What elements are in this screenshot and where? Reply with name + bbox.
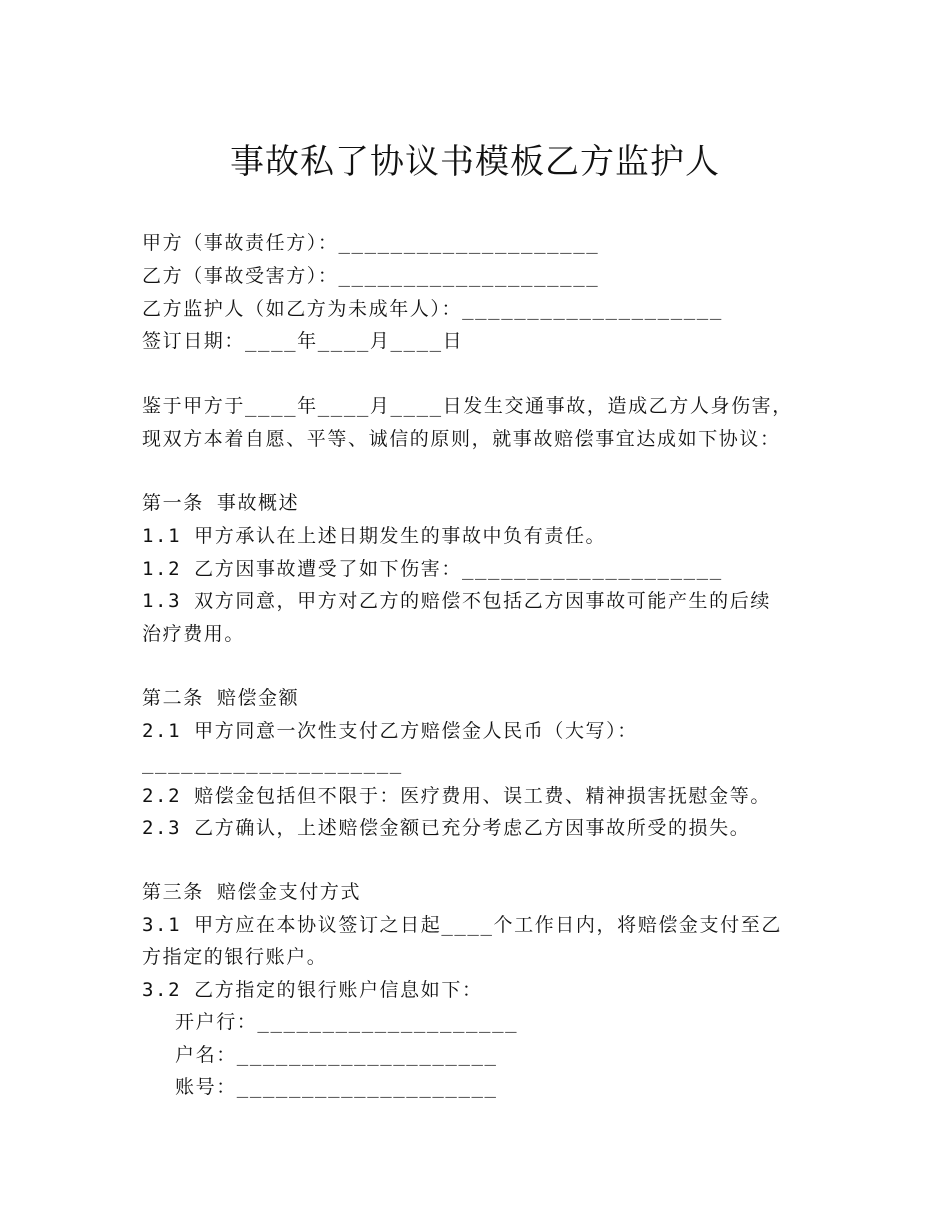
clause-2-1-blank: ____________________: [142, 752, 403, 774]
clause-2-3: 2.3 乙方确认，上述赔偿金额已充分考虑乙方因事故所受的损失。: [142, 817, 751, 839]
clause-1-3-line-1: 1.3 双方同意，甲方对乙方的赔偿不包括乙方因事故可能产生的后续: [142, 590, 771, 612]
party-a-line: 甲方（事故责任方）：____________________: [142, 232, 600, 254]
clause-1-2: 1.2 乙方因事故遭受了如下伤害：____________________: [142, 558, 723, 580]
clause-3-1-line-1: 3.1 甲方应在本协议签订之日起____个工作日内，将赔偿金支付至乙: [142, 914, 782, 936]
document-title: 事故私了协议书模板乙方监护人: [230, 142, 720, 182]
party-b-line: 乙方（事故受害方）：____________________: [142, 265, 600, 287]
clause-3-2: 3.2 乙方指定的银行账户信息如下：: [142, 979, 483, 1001]
preamble-line-1: 鉴于甲方于____年____月____日发生交通事故，造成乙方人身伤害，: [142, 395, 793, 417]
article-2-heading: 第二条 赔偿金额: [142, 687, 300, 709]
clause-3-1-line-2: 方指定的银行账户。: [142, 946, 328, 968]
preamble-line-2: 现双方本着自愿、平等、诚信的原则，就事故赔偿事宜达成如下协议：: [142, 428, 781, 450]
account-number-field: 账号：____________________: [175, 1076, 498, 1098]
guardian-line: 乙方监护人（如乙方为未成年人）：____________________: [142, 298, 723, 320]
article-1-heading: 第一条 事故概述: [142, 492, 300, 514]
clause-2-1-line-1: 2.1 甲方同意一次性支付乙方赔偿金人民币（大写）：: [142, 720, 638, 742]
clause-1-1: 1.1 甲方承认在上述日期发生的事故中负有责任。: [142, 525, 607, 547]
clause-1-3-line-2: 治疗费用。: [142, 623, 246, 645]
clause-2-2: 2.2 赔偿金包括但不限于：医疗费用、误工费、精神损害抚慰金等。: [142, 785, 771, 807]
bank-name-field: 开户行：____________________: [175, 1011, 519, 1033]
account-name-field: 户名：____________________: [175, 1044, 498, 1066]
sign-date-line: 签订日期：____年____月____日: [142, 330, 464, 352]
article-3-heading: 第三条 赔偿金支付方式: [142, 881, 362, 903]
